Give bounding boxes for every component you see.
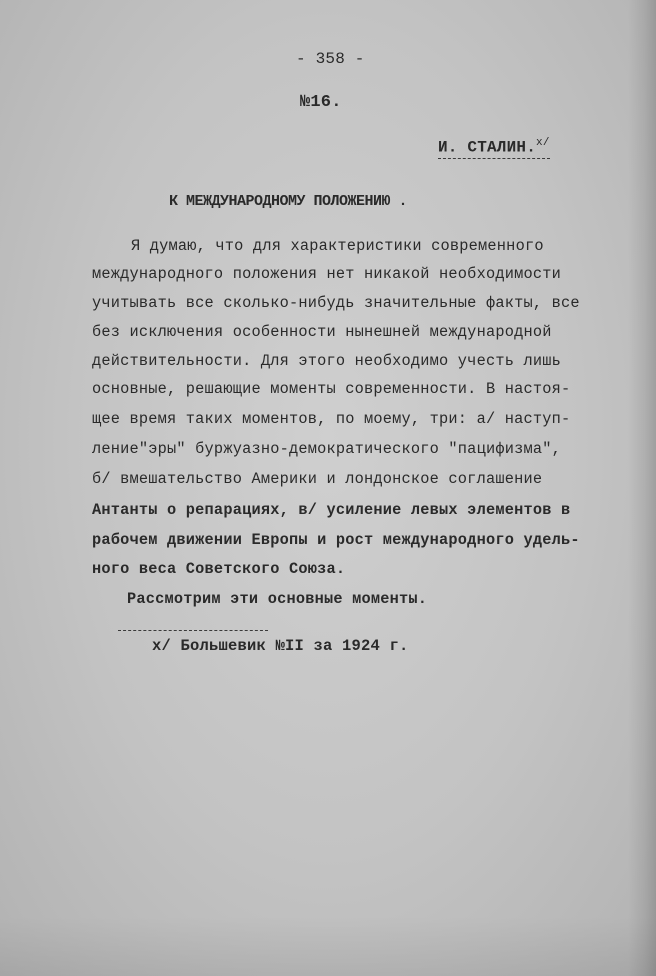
paragraph-line: щее время таких моментов, по моему, три: а/ наступ- [92, 410, 571, 428]
paragraph-line: рабочем движении Европы и рост международного удель- [92, 531, 580, 549]
paragraph-line: Антанты о репарациях, в/ усиление левых элементов в [92, 501, 571, 519]
document-title: К МЕЖДУНАРОДНОМУ ПОЛОЖЕНИЮ . [169, 193, 408, 210]
document-number: №16. [300, 93, 342, 112]
paragraph-line: ление"эры" буржуазно-демократического "пацифизма", [92, 440, 561, 458]
paragraph-line: Я думаю, что для характеристики современного [131, 237, 544, 255]
paragraph-line: без исключения особенности нынешней международной [92, 323, 552, 341]
paragraph-line: основные, решающие моменты современности. В настоя- [92, 380, 571, 398]
paragraph-line: международного положения нет никакой необходимости [92, 265, 561, 283]
author-name: И. СТАЛИН. [438, 138, 537, 157]
page-bottom-shade [0, 916, 656, 976]
footnote-divider [118, 630, 268, 631]
paragraph-line: действительности. Для этого необходимо учесть лишь [92, 352, 561, 370]
footnote: х/ Большевик №II за 1924 г. [152, 637, 409, 655]
page-number: - 358 - [296, 50, 365, 68]
paragraph-line: учитывать все сколько-нибудь значительные факты, все [92, 294, 580, 312]
paragraph-line: б/ вмешательство Америки и лондонское соглашение [92, 470, 543, 488]
author-footnote-mark: х/ [536, 137, 550, 149]
paragraph-line: ного веса Советского Союза. [92, 560, 346, 578]
author-line [438, 137, 550, 159]
page-edge-shadow [628, 0, 656, 976]
closing-line: Рассмотрим эти основные моменты. [127, 590, 428, 608]
